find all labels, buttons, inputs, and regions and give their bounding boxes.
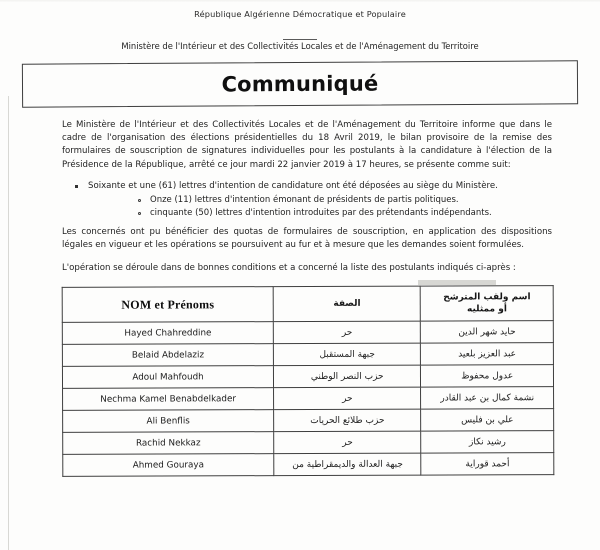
table-row xyxy=(62,364,553,388)
table-row xyxy=(62,342,553,366)
cell-candidate-name-ar: علي بن فليس xyxy=(421,408,554,430)
header-divider xyxy=(0,31,600,37)
table-row xyxy=(63,386,554,410)
cell-candidate-name: Hayed Chahreddine xyxy=(62,321,273,344)
cell-capacity: حر xyxy=(274,431,421,454)
main-bullet-list xyxy=(62,180,552,220)
intro-paragraph: Le Ministère de l'Intérieur et des Collectivités Locales et de l'Aménagement du Territoire informe que dans le cadre de l'organisation des élections présidentielles du 18 Avril 2019, le bilan provisoire de la remise des formulaires de souscription de signatures individuelles pour les postulants à la candidature à l'élection de la Présidence de la République, arrêté ce jour mardi 22 janvier 2019 à 17 heures, se présente comme suit: xyxy=(62,120,552,170)
column-header-line2: أو ممثليه xyxy=(466,303,507,315)
cell-candidate-name: Ali Benflis xyxy=(63,409,274,432)
sub-bullet-list xyxy=(88,194,552,220)
cell-capacity: جبهة المستقبل xyxy=(273,343,420,366)
cell-candidate-name: Rachid Nekkaz xyxy=(63,431,274,454)
table-row xyxy=(63,408,554,432)
cell-candidate-name: Belaid Abdelaziz xyxy=(62,343,273,366)
cell-capacity: جبهة العدالة والديمقراطية من xyxy=(274,453,421,476)
column-header-line1: اسم ولقب المترشح xyxy=(443,291,531,303)
cell-candidate-name-ar: أحمد قوراية xyxy=(421,452,554,474)
column-header-name: NOM et Prénoms xyxy=(62,286,273,322)
closing-paragraph: L'opération se déroule dans de bonnes conditions et a concerné la liste des postulants indiqués ci-après : xyxy=(62,263,516,274)
sub-bullet-text: Onze (11) lettres d'intention émonant de présidents de partis politiques. xyxy=(150,195,459,206)
table-header xyxy=(62,285,553,322)
circle-bullet-icon xyxy=(138,199,141,202)
page-title: Communiqué xyxy=(221,71,379,97)
cell-candidate-name-ar: نشمة كمال بن عبد القادر xyxy=(421,386,554,408)
column-header-candidate-ar xyxy=(421,285,554,320)
cell-capacity: حر xyxy=(274,387,421,410)
circle-bullet-icon xyxy=(138,212,141,215)
candidates-table-wrap xyxy=(62,286,554,476)
candidates-table xyxy=(62,285,555,477)
cell-candidate-name: Nechma Kamel Benabdelkader xyxy=(63,387,274,410)
table-body xyxy=(62,320,554,476)
list-item xyxy=(150,194,552,207)
table-header-row xyxy=(62,285,553,322)
quota-paragraph: Les concernés ont pu bénéficier des quotas de formulaires de souscription, en application des dispositions légales en vigueur et les opérations se poursuivent au fur et à mesure que les demandes soient formulées. xyxy=(62,227,552,251)
cell-candidate-name: Ahmed Gouraya xyxy=(63,453,274,476)
title-box xyxy=(22,60,578,107)
table-row xyxy=(62,320,553,344)
cell-candidate-name-ar: رشيد نكاز xyxy=(421,430,554,452)
sub-bullet-text: cinquante (50) lettres d'intention introduites par des prétendants indépendants. xyxy=(150,208,492,219)
table-row xyxy=(63,430,554,454)
cell-candidate-name-ar: عبد العزيز بلعيد xyxy=(421,342,554,364)
body-block xyxy=(62,119,552,276)
table-row xyxy=(63,452,554,476)
column-header-capacity: الصفة xyxy=(273,286,420,322)
cell-capacity: حر xyxy=(273,321,420,344)
republic-heading: République Algérienne Démocratique et Populaire xyxy=(194,9,406,19)
scan-artifact xyxy=(418,280,496,285)
ministry-heading: Ministère de l'Intérieur et des Collectivités Locales et de l'Aménagement du Territoire xyxy=(121,41,479,51)
cell-candidate-name-ar: حايد شهر الدين xyxy=(421,320,554,342)
cell-candidate-name-ar: عدول محفوظ xyxy=(421,364,554,386)
list-item xyxy=(88,180,552,220)
cell-capacity: حزب طلائع الحريات xyxy=(274,409,421,432)
bullet-main-text: Soixante et une (61) lettres d'intention de candidature ont été déposées au siège du Ministère. xyxy=(88,180,498,191)
cell-capacity: حزب النصر الوطني xyxy=(274,365,421,388)
cell-candidate-name: Adoul Mahfoudh xyxy=(62,365,273,388)
list-item xyxy=(150,207,552,220)
square-bullet-icon xyxy=(75,185,78,188)
